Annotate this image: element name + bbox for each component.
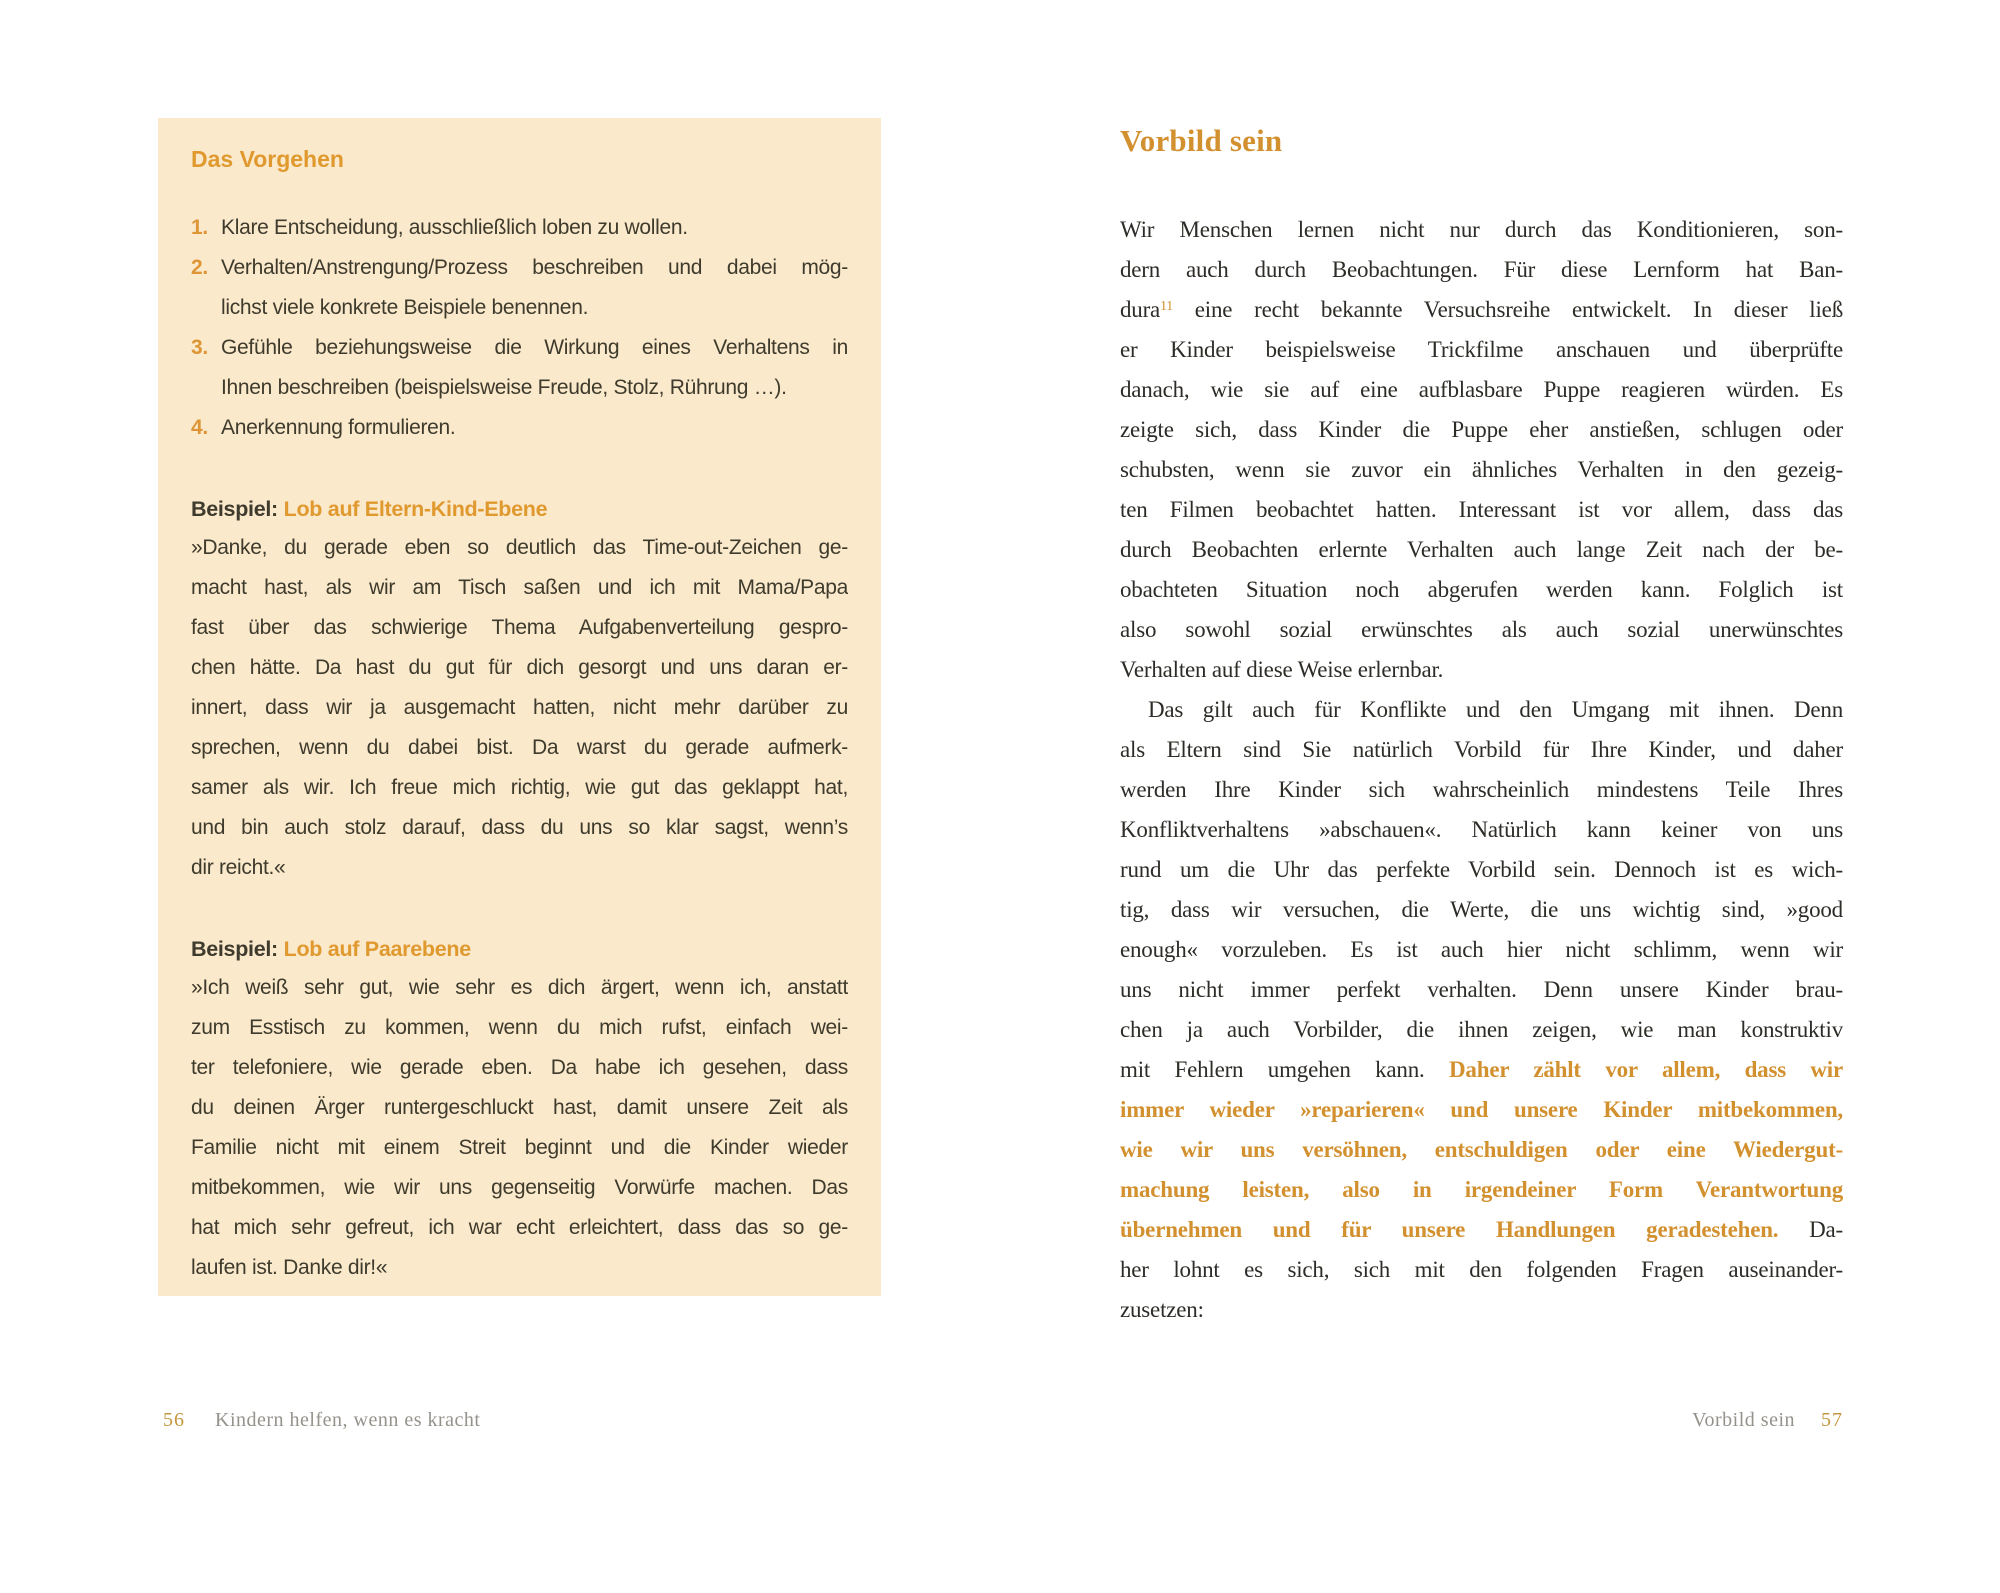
text-segment: als Eltern sind Sie natürlich Vorbild für Ihre Kinder, und daher bbox=[1120, 737, 1843, 762]
text-line bbox=[191, 648, 848, 688]
text-segment: Verhalten/Anstrengung/Prozess beschreiben und dabei mög- bbox=[221, 256, 848, 279]
example-couple bbox=[191, 930, 848, 1288]
text-segment: innert, dass wir ja ausgemacht hatten, nicht mehr darüber zu bbox=[191, 696, 848, 719]
text-line bbox=[191, 608, 848, 648]
text-segment: zusetzen: bbox=[1120, 1297, 1204, 1322]
text-line bbox=[191, 1128, 848, 1168]
text-segment: chen hätte. Da hast du gut für dich gesorgt und uns daran er- bbox=[191, 656, 848, 679]
text-line bbox=[1120, 1170, 1843, 1210]
text-line bbox=[1120, 850, 1843, 890]
procedure-list bbox=[191, 208, 848, 448]
text-line bbox=[1120, 530, 1843, 570]
example-title: Lob auf Eltern-Kind-Ebene bbox=[283, 497, 548, 521]
text-line bbox=[221, 408, 848, 448]
text-segment: zum Esstisch zu kommen, wenn du mich rufst, einfach wei- bbox=[191, 1016, 848, 1039]
list-item bbox=[191, 408, 848, 448]
text-line bbox=[1120, 690, 1843, 730]
text-segment: mit Fehlern umgehen kann. bbox=[1120, 1057, 1450, 1082]
text-segment: »Ich weiß sehr gut, wie sehr es dich ärgert, wenn ich, anstatt bbox=[191, 976, 848, 999]
example-heading bbox=[191, 930, 848, 968]
list-item bbox=[191, 208, 848, 248]
list-number: 2. bbox=[191, 256, 208, 279]
text-segment: tig, dass wir versuchen, die Werte, die uns wichtig sind, »good bbox=[1120, 897, 1843, 922]
chapter-heading: Vorbild sein bbox=[1120, 123, 1283, 158]
text-segment: dura bbox=[1120, 297, 1161, 322]
text-segment: Wir Menschen lernen nicht nur durch das Konditionieren, son- bbox=[1120, 217, 1843, 242]
text-segment: ten Filmen beobachtet hatten. Interessant ist vor allem, dass das bbox=[1120, 497, 1843, 522]
text-segment: eine recht bekannte Versuchsreihe entwickelt. In dieser ließ bbox=[1172, 297, 1843, 322]
list-number: 3. bbox=[191, 336, 208, 359]
text-segment: danach, wie sie auf eine aufblasbare Puppe reagieren würden. Es bbox=[1120, 377, 1843, 402]
text-segment: enough« vorzuleben. Es ist auch hier nicht schlimm, wenn wir bbox=[1120, 937, 1843, 962]
text-segment: chen ja auch Vorbilder, die ihnen zeigen, wie man konstruktiv bbox=[1120, 1017, 1843, 1042]
list-item-text bbox=[221, 408, 848, 448]
left-page-footer bbox=[163, 1406, 480, 1434]
text-line bbox=[1120, 490, 1843, 530]
text-segment: lichst viele konkrete Beispiele benennen. bbox=[221, 296, 589, 319]
text-line bbox=[1120, 610, 1843, 650]
text-line bbox=[1120, 930, 1843, 970]
text-segment: Verhalten auf diese Weise erlernbar. bbox=[1120, 657, 1444, 682]
right-page-footer bbox=[1120, 1406, 1843, 1434]
text-line bbox=[191, 1048, 848, 1088]
text-segment: er Kinder beispielsweise Trickfilme anschauen und überprüfte bbox=[1120, 337, 1843, 362]
list-item-text bbox=[221, 248, 848, 328]
text-line bbox=[1120, 1210, 1843, 1250]
text-line bbox=[1120, 250, 1843, 290]
list-number: 1. bbox=[191, 216, 208, 239]
text-segment: samer als wir. Ich freue mich richtig, wie gut das geklappt hat, bbox=[191, 776, 848, 799]
text-line bbox=[1120, 730, 1843, 770]
text-line bbox=[1120, 1090, 1843, 1130]
list-item-text bbox=[221, 328, 848, 408]
box-heading: Das Vorgehen bbox=[191, 146, 344, 172]
text-segment: zeigte sich, dass Kinder die Puppe eher anstießen, schlugen oder bbox=[1120, 417, 1843, 442]
running-title: Kindern helfen, wenn es kracht bbox=[215, 1409, 481, 1431]
text-line bbox=[1120, 1050, 1843, 1090]
footnote-marker: 11 bbox=[1160, 298, 1173, 314]
text-segment: rund um die Uhr das perfekte Vorbild sein. Dennoch ist es wich- bbox=[1120, 857, 1843, 882]
text-segment: also sowohl sozial erwünschtes als auch sozial unerwünschtes bbox=[1120, 617, 1843, 642]
text-segment: »Danke, du gerade eben so deutlich das Time-out-Zeichen ge- bbox=[191, 536, 848, 559]
text-line bbox=[221, 328, 848, 368]
text-line bbox=[1120, 290, 1843, 330]
text-line bbox=[191, 968, 848, 1008]
text-line bbox=[191, 1208, 848, 1248]
paragraph bbox=[1120, 210, 1843, 690]
example-label: Beispiel: bbox=[191, 937, 278, 961]
text-line bbox=[221, 288, 848, 328]
page-number: 57 bbox=[1821, 1409, 1843, 1431]
text-segment: macht hast, als wir am Tisch saßen und ich mit Mama/Papa bbox=[191, 576, 848, 599]
text-line bbox=[191, 528, 848, 568]
text-segment: übernehmen und für unsere Handlungen geradestehen. bbox=[1120, 1217, 1779, 1242]
running-title: Vorbild sein bbox=[1692, 1409, 1795, 1431]
text-segment: her lohnt es sich, sich mit den folgenden Fragen auseinander- bbox=[1120, 1257, 1843, 1282]
text-line bbox=[191, 728, 848, 768]
text-line bbox=[1120, 1010, 1843, 1050]
text-segment: machung leisten, also in irgendeiner Form Verantwortung bbox=[1120, 1177, 1843, 1202]
text-segment: Familie nicht mit einem Streit beginnt und die Kinder wieder bbox=[191, 1136, 848, 1159]
text-line bbox=[1120, 1130, 1843, 1170]
text-segment: und bin auch stolz darauf, dass du uns so klar sagst, wenn’s bbox=[191, 816, 848, 839]
text-segment: obachteten Situation noch abgerufen werden kann. Folglich ist bbox=[1120, 577, 1843, 602]
example-text bbox=[191, 968, 848, 1288]
procedure-box bbox=[158, 118, 881, 1296]
text-segment: Da- bbox=[1778, 1217, 1843, 1242]
text-line bbox=[1120, 650, 1843, 690]
text-segment: durch Beobachten erlernte Verhalten auch lange Zeit nach der be- bbox=[1120, 537, 1843, 562]
text-segment: Daher zählt vor allem, dass wir bbox=[1449, 1057, 1843, 1082]
text-line bbox=[191, 688, 848, 728]
text-line bbox=[191, 1168, 848, 1208]
text-segment: fast über das schwierige Thema Aufgabenverteilung gespro- bbox=[191, 616, 848, 639]
text-segment: laufen ist. Danke dir!« bbox=[191, 1256, 388, 1279]
text-segment: Klare Entscheidung, ausschließlich loben zu wollen. bbox=[221, 216, 688, 239]
text-line bbox=[191, 768, 848, 808]
text-segment: Gefühle beziehungsweise die Wirkung eines Verhaltens in bbox=[221, 336, 848, 359]
list-item bbox=[191, 248, 848, 328]
text-segment: hat mich sehr gefreut, ich war echt erleichtert, dass das so ge- bbox=[191, 1216, 848, 1239]
text-line bbox=[1120, 810, 1843, 850]
text-segment: Anerkennung formulieren. bbox=[221, 416, 456, 439]
text-segment: dern auch durch Beobachtungen. Für diese Lernform hat Ban- bbox=[1120, 257, 1843, 282]
text-line bbox=[221, 248, 848, 288]
text-line bbox=[1120, 770, 1843, 810]
text-segment: du deinen Ärger runtergeschluckt hast, damit unsere Zeit als bbox=[191, 1096, 848, 1119]
example-heading bbox=[191, 490, 848, 528]
text-line bbox=[1120, 890, 1843, 930]
list-item bbox=[191, 328, 848, 408]
text-segment: Konfliktverhaltens »abschauen«. Natürlich kann keiner von uns bbox=[1120, 817, 1843, 842]
text-segment: immer wieder »reparieren« und unsere Kinder mitbekommen, bbox=[1120, 1097, 1843, 1122]
text-segment: Ihnen beschreiben (beispielsweise Freude, Stolz, Rührung …). bbox=[221, 376, 787, 399]
text-line bbox=[221, 368, 848, 408]
text-line bbox=[191, 568, 848, 608]
page-number: 56 bbox=[163, 1409, 185, 1431]
text-line bbox=[191, 1248, 848, 1288]
example-parent-child bbox=[191, 490, 848, 888]
text-segment: dir reicht.« bbox=[191, 856, 286, 879]
text-line bbox=[1120, 410, 1843, 450]
text-line bbox=[1120, 570, 1843, 610]
text-segment: schubsten, wenn sie zuvor ein ähnliches Verhalten in den gezeig- bbox=[1120, 457, 1843, 482]
example-text bbox=[191, 528, 848, 888]
text-line bbox=[191, 1088, 848, 1128]
text-segment: sprechen, wenn du dabei bist. Da warst du gerade aufmerk- bbox=[191, 736, 848, 759]
text-segment: uns nicht immer perfekt verhalten. Denn unsere Kinder brau- bbox=[1120, 977, 1843, 1002]
text-line bbox=[191, 848, 848, 888]
list-item-text bbox=[221, 208, 848, 248]
example-title: Lob auf Paarebene bbox=[283, 937, 471, 961]
text-line bbox=[1120, 1290, 1843, 1330]
text-segment: wie wir uns versöhnen, entschuldigen oder eine Wiedergut- bbox=[1120, 1137, 1843, 1162]
text-line bbox=[191, 1008, 848, 1048]
text-line bbox=[1120, 330, 1843, 370]
text-line bbox=[191, 808, 848, 848]
text-line bbox=[1120, 210, 1843, 250]
paragraph bbox=[1120, 690, 1843, 1330]
text-line bbox=[1120, 370, 1843, 410]
list-number: 4. bbox=[191, 416, 208, 439]
text-segment: Das gilt auch für Konflikte und den Umgang mit ihnen. Denn bbox=[1148, 697, 1843, 722]
right-page-column bbox=[1120, 122, 1843, 1330]
text-segment: mitbekommen, wie wir uns gegenseitig Vorwürfe machen. Das bbox=[191, 1176, 848, 1199]
text-segment: werden Ihre Kinder sich wahrscheinlich mindestens Teile Ihres bbox=[1120, 777, 1843, 802]
text-segment: ter telefoniere, wie gerade eben. Da habe ich gesehen, dass bbox=[191, 1056, 848, 1079]
text-line bbox=[1120, 1250, 1843, 1290]
text-line bbox=[1120, 970, 1843, 1010]
text-line bbox=[221, 208, 848, 248]
example-label: Beispiel: bbox=[191, 497, 278, 521]
text-line bbox=[1120, 450, 1843, 490]
